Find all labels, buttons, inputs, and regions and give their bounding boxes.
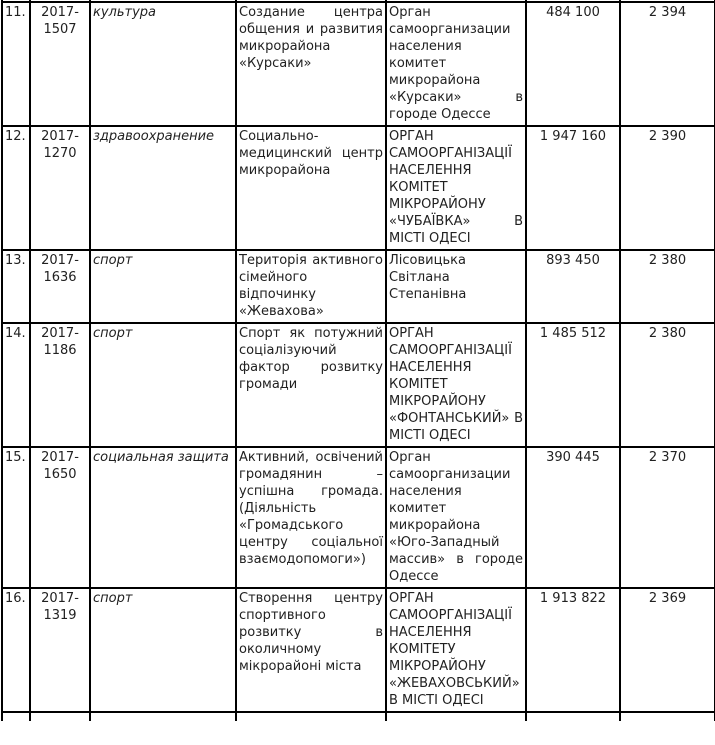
cell-category: спорт [90,588,236,712]
cell-organization: ОРГАН САМООРГАНІЗАЦІЇ НАСЕЛЕННЯ КОМІТЕТ МІКРОРАЙОНУ «ФОНТАНСЬКИЙ» В МІСТІ ОДЕСІ [386,323,526,447]
table-row [2,2,715,126]
cell-amount: 1 485 512 [526,323,620,447]
cutoff-row-bottom [2,712,715,721]
projects-results-table [1,0,715,721]
cell-category: социальная защита [90,447,236,588]
table-row [2,447,715,588]
cell-amount: 484 100 [526,2,620,126]
cell-row-number: 11. [2,2,30,126]
cell-row-number: 15. [2,447,30,588]
cell-title: Територія активного сімейного відпочинку «Жевахова» [236,250,386,323]
cell-amount: 1 913 822 [526,588,620,712]
cell-organization: Орган самоорганизации населения комитет микрорайона «Курсаки» в городе Одессе [386,2,526,126]
cell-project-id: 2017-1507 [30,2,90,126]
cell-organization: Орган самоорганизации населения комитет микрорайона «Юго-Западный массив» в городе Одессе [386,447,526,588]
cell-row-number: 14. [2,323,30,447]
cell-title: Створення центру спортивного розвитку в околичному мікрорайоні міста [236,588,386,712]
cell-project-id: 2017-1319 [30,588,90,712]
cell-votes: 2 394 [620,2,715,126]
cell-project-id: 2017-1636 [30,250,90,323]
cell-category: спорт [90,323,236,447]
cell-project-id: 2017-1186 [30,323,90,447]
cell-category: спорт [90,250,236,323]
cell-category: культура [90,2,236,126]
cell-votes: 2 369 [620,588,715,712]
cell-amount: 390 445 [526,447,620,588]
cell-title: Создание центра общения и развития микрорайона «Курсаки» [236,2,386,126]
cell-row-number: 13. [2,250,30,323]
cell-votes: 2 380 [620,250,715,323]
table-row [2,126,715,250]
cell-project-id: 2017-1270 [30,126,90,250]
cell-organization: ОРГАН САМООРГАНІЗАЦІЇ НАСЕЛЕННЯ КОМІТЕТУ МІКРОРАЙОНУ «ЖЕВАХОВСЬКИЙ» В МІСТІ ОДЕСІ [386,588,526,712]
cell-title: Активний, освічений громадянин – успішна громада. (Діяльність «Громадського центру соціальної взаємодопомоги») [236,447,386,588]
cell-row-number: 12. [2,126,30,250]
table-row [2,323,715,447]
cell-row-number: 16. [2,588,30,712]
cell-votes: 2 370 [620,447,715,588]
cell-votes: 2 390 [620,126,715,250]
cell-title: Спорт як потужний соціалізуючий фактор розвитку громади [236,323,386,447]
cell-amount: 893 450 [526,250,620,323]
cell-project-id: 2017-1650 [30,447,90,588]
cell-title: Социально-медицинский центр микрорайона [236,126,386,250]
table-row [2,250,715,323]
cell-amount: 1 947 160 [526,126,620,250]
cell-votes: 2 380 [620,323,715,447]
cell-organization: ОРГАН САМООРГАНІЗАЦІЇ НАСЕЛЕННЯ КОМІТЕТ МІКРОРАЙОНУ «ЧУБАЇВКА» В МІСТІ ОДЕСІ [386,126,526,250]
cell-category: здравоохранение [90,126,236,250]
table-row [2,588,715,712]
cell-organization: Лісовицька Світлана Степанівна [386,250,526,323]
